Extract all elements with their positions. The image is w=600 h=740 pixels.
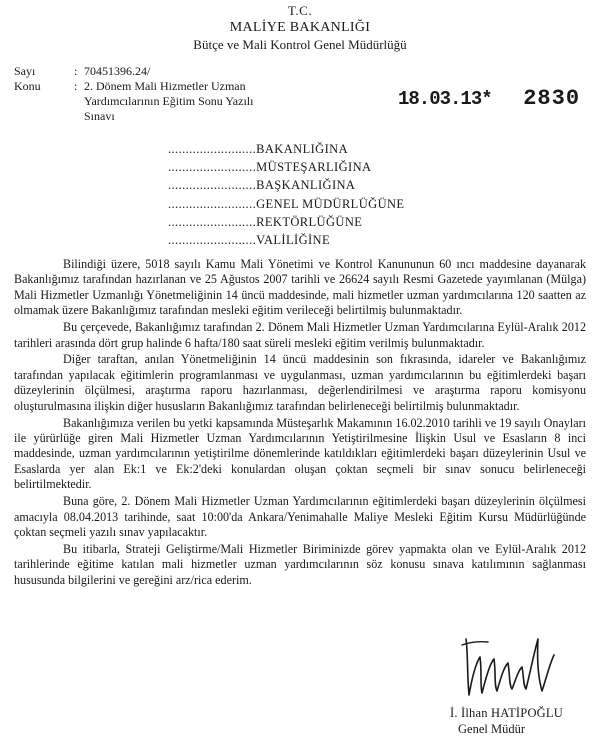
separator: : (74, 64, 78, 78)
konu-row-continued (14, 94, 344, 109)
signer-title: Genel Müdür (458, 722, 525, 736)
addressee-line: .........................REKTÖRLÜĞÜNE (168, 214, 363, 229)
stamp-number: 2830 (523, 86, 581, 111)
signer-name: İ. İlhan HATİPOĞLU (450, 706, 563, 720)
sayi-label: Sayı (14, 64, 36, 78)
addressee-line: .........................BAKANLIĞINA (168, 142, 349, 156)
body-paragraph: Buna göre, 2. Dönem Mali Hizmetler Uzman Yardımcılarının eğitimlerdeki başarı düzeylerinin ölçülmesi amacıyla 08.04.2013 tarihinde, saat 10:00'da Ankara/Yenimahalle Maliye Mesleki Eğitim Kursu Müdürlüğünde çoktan seçmeli yazılı sınav yapılacaktır. (14, 494, 586, 539)
separator: : (74, 79, 78, 93)
body-paragraph: Bu çerçevede, Bakanlığımız tarafından 2. Dönem Mali Hizmetler Uzman Yardımcılarına Eylül-Aralık 2012 tarihleri arasında dört grup halinde 6 hafta/180 saat süreli mesleki eğitim verilmiş bulunmaktadır. (14, 320, 586, 350)
sayi-value: 70451396.24/ (84, 64, 151, 78)
ministry-name: MALİYE BAKANLIĞI (229, 20, 371, 35)
body-paragraph: Bakanlığımıza verilen bu yetki kapsamında Müsteşarlık Makamının 16.02.2010 tarihli ve 19 sayılı Onayları ile yürürlüğe giren Mali Hizmetler Uzman Yardımcılarının Yetiştirilmesine İlişkin Usul ve Esasların 8 inci maddesinde, uzman yardımcılarının yetiştirilme dönemlerinde katıldıkları eğitimlerdeki başarı düzeylerinin Usul ve Esaslarda yer alan Ek:1 ve Ek:2'deki konulardan oluşan çoktan seçmeli bir sınav sonucu belirleneceği belirtilmektedir. (14, 415, 586, 492)
konu-line: Yardımcılarının Eğitim Sonu Yazılı (84, 94, 254, 108)
letterhead (0, 2, 600, 53)
addressee-list (168, 140, 404, 249)
konu-row-continued (14, 109, 344, 124)
konu-line: Sınavı (84, 109, 115, 123)
reference-block (14, 64, 344, 124)
addressee-line: .........................BAŞKANLIĞINA (168, 178, 356, 193)
body-paragraph: Diğer taraftan, anılan Yönetmeliğinin 14 üncü maddesinin son fıkrasında, idareler ve Bakanlığımız tarafından yapılacak eğitimlerin programlanması ve uygulanması, uzman yardımcılarının bu eğitimlerdeki başarı düzeylerinin ölçülmesi, araştırma raporu hazırlanması, değerlendirilmesi ve araştırma raporu komisyonu oluşturulmasına ilişkin diğer hususların Bakanlığımız tarafından belirleneceği belirtilmiş bulunmaktadır. (14, 352, 586, 413)
addressee-line: .........................VALİLİĞİNE (168, 233, 331, 248)
konu-line: 2. Dönem Mali Hizmetler Uzman (84, 79, 246, 93)
stamp-date: 18.03.13* (398, 88, 492, 110)
registry-stamp (398, 86, 580, 111)
body-paragraph: Bu itibarla, Strateji Geliştirme/Mali Hizmetler Biriminizde görev yapmakta olan ve Eylül-Aralık 2012 tarihlerinde eğitime katılan mali hizmetler uzman yardımcılarının söz konusu sınava katılımının sağlanması hususunda bilgilerini ve gereğini arz/rica ederim. (14, 541, 586, 587)
body-paragraph: Bilindiği üzere, 5018 sayılı Kamu Mali Yönetimi ve Kontrol Kanununun 60 ıncı maddesine dayanarak Bakanlığımız tarafından hazırlanan ve 25 Ağustos 2007 tarihli ve 26624 sayılı Resmi Gazetede yayımlanan (Mülga) Mali Hizmetler Uzmanlığı Yönetmeliğinin 14 üncü maddesinde, mali hizmetler uzman yardımcılarına 120 saatten az olmamak üzere Bakanlığımız tarafından mesleki eğitim verileceği belirtilmiş bulunmaktadır. (14, 257, 586, 318)
konu-label: Konu (14, 79, 41, 93)
konu-row (14, 79, 344, 94)
country-label: T.C. (287, 3, 313, 18)
signature-block (450, 705, 600, 737)
letter-body (14, 257, 586, 590)
addressee-line: .........................MÜSTEŞARLIĞINA (168, 160, 372, 175)
directorate-name: Bütçe ve Mali Kontrol Genel Müdürlüğü (193, 37, 407, 52)
sayi-row (14, 64, 344, 79)
handwritten-signature (458, 633, 558, 703)
addressee-line: .........................GENEL MÜDÜRLÜĞÜNE (168, 196, 405, 211)
